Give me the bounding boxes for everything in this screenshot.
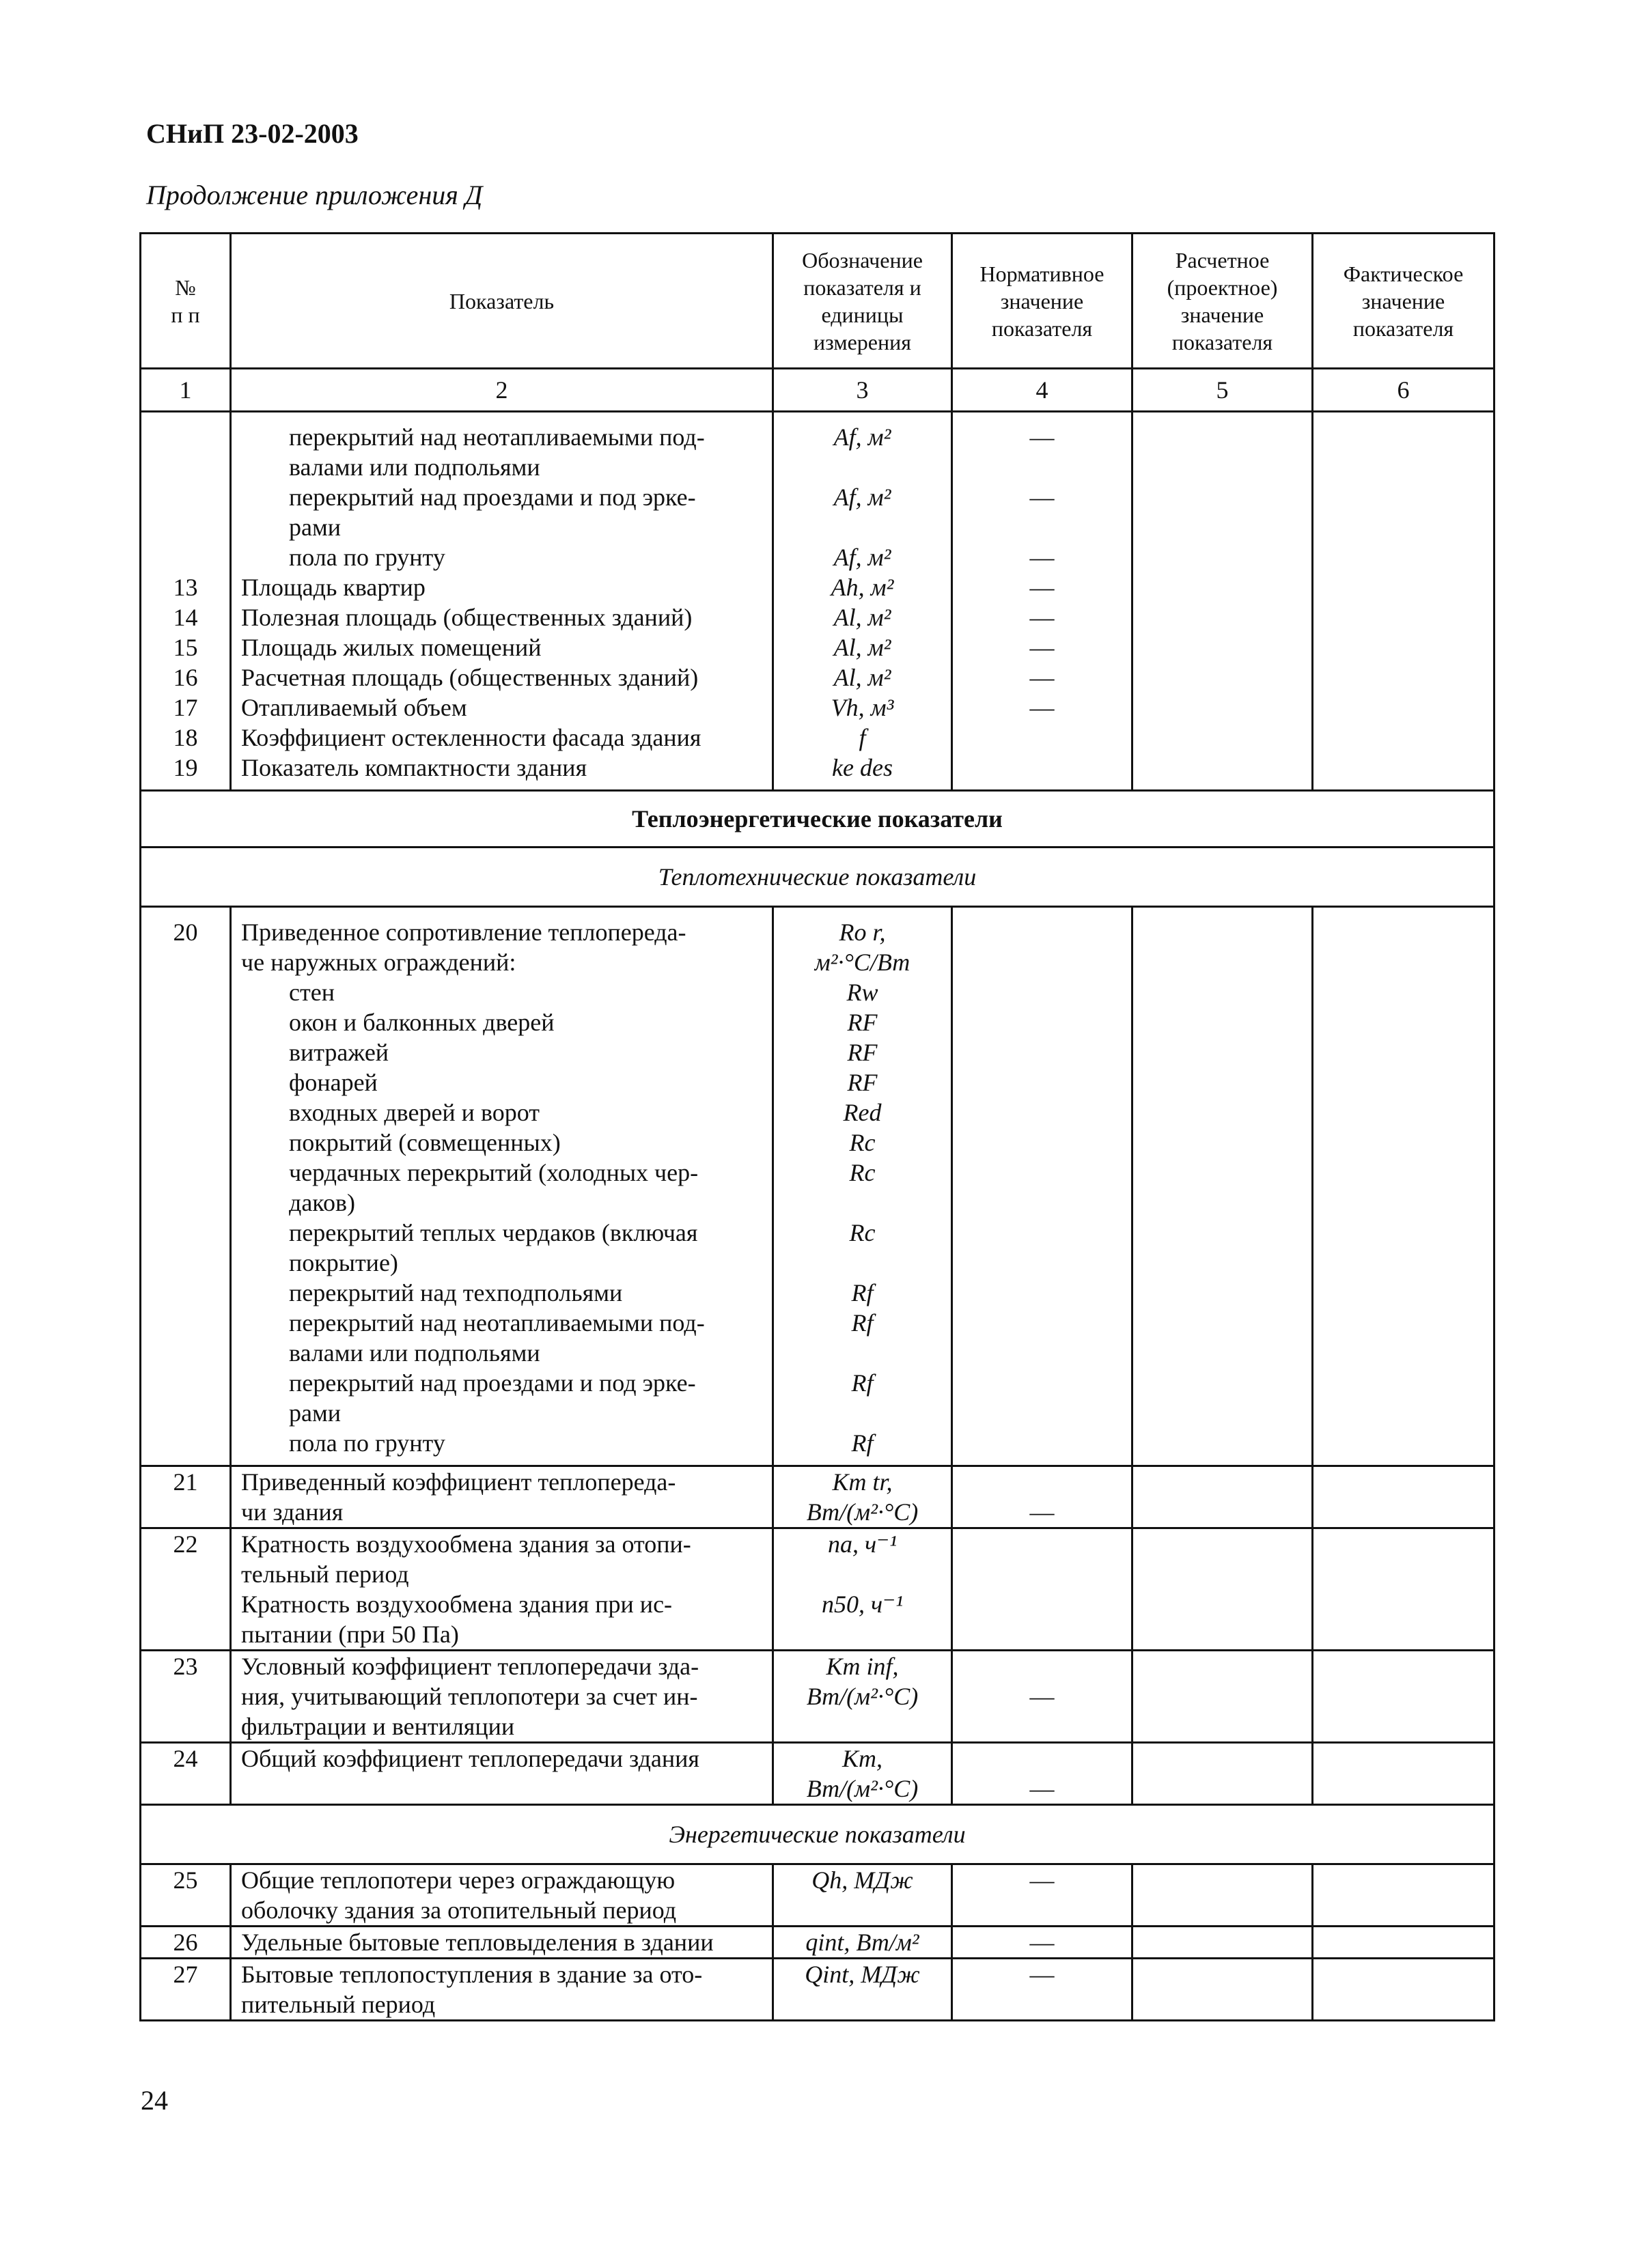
header-normative-value-label: [953, 260, 1131, 342]
normative-cell: [952, 412, 1132, 791]
cell-line: [953, 512, 1131, 542]
cell-line: Vh, м³: [831, 694, 894, 721]
normative-cell: [952, 1651, 1132, 1743]
cell-line: Af, м²: [833, 423, 891, 451]
cell-line: Общий коэффициент теплопередачи здания: [241, 1745, 699, 1772]
indicator-cell: [231, 907, 773, 1466]
table-row: [141, 907, 1494, 1466]
cell-line: Площадь квартир: [241, 574, 426, 601]
cell-line: [774, 1248, 951, 1278]
cell-line: показателя: [1352, 316, 1454, 341]
cell-line: Расчетное: [1175, 247, 1270, 272]
table-row-areas: [141, 412, 1494, 791]
cell-line: показателя: [1171, 329, 1273, 354]
row-number-cell: [141, 1528, 231, 1651]
cell-line: Km,: [842, 1745, 882, 1772]
cell-line: рами: [289, 514, 342, 541]
cell-line: м²·°С/Вт: [814, 949, 910, 976]
actual-cell: [1313, 907, 1494, 1466]
cell-line: Нормативное: [979, 261, 1104, 286]
cell-line: Km tr,: [832, 1468, 893, 1496]
cell-line: значение: [1180, 302, 1264, 327]
cell-line: Km inf,: [826, 1653, 899, 1680]
cell-line: пола по грунту: [289, 544, 445, 571]
cell-line: na, ч⁻¹: [828, 1530, 897, 1558]
cell-line: перекрытий теплых чердаков (включая: [289, 1219, 698, 1246]
cell-line: Кратность воздухообмена здания за отопи-: [241, 1530, 691, 1558]
cell-line: витражей: [289, 1039, 389, 1066]
cell-line: —: [1029, 694, 1055, 721]
row-number-cell: [141, 1959, 231, 2021]
cell-line: RF: [847, 1009, 878, 1036]
table-row: [141, 1528, 1494, 1651]
cell-line: Al, м²: [833, 604, 891, 631]
cell-line: измерения: [814, 329, 911, 354]
table-row: [141, 1864, 1494, 1927]
cell-line: [953, 1467, 1131, 1497]
indicator-cell: [231, 1528, 773, 1651]
header-actual-value-label: [1313, 260, 1493, 342]
symbol-cell: [773, 1466, 952, 1528]
cell-line: Rf: [851, 1309, 874, 1336]
cell-line: Rc: [849, 1219, 876, 1246]
header-number: [141, 234, 231, 369]
row-number: 23: [173, 1653, 198, 1680]
column-number: 5: [1132, 369, 1313, 412]
cell-line: окон и балконных дверей: [289, 1009, 555, 1036]
cell-line: покрытий (совмещенных): [289, 1129, 561, 1156]
cell-line: показателя: [991, 316, 1093, 341]
table-row: [141, 1959, 1494, 2021]
header-indicator-label: [232, 288, 772, 315]
symbol-cell: [773, 1743, 952, 1805]
cell-line: —: [1029, 604, 1055, 631]
cell-line: Вт/(м²·°С): [806, 1775, 919, 1802]
cell-line: Rf: [851, 1279, 874, 1306]
cell-line: 18: [173, 724, 198, 751]
cell-line: Общие теплопотери через ограждающую: [241, 1866, 676, 1894]
design-cell: [1132, 1651, 1313, 1743]
row-number: 22: [173, 1530, 198, 1558]
column-number: 2: [231, 369, 773, 412]
indicator-cell: [231, 1466, 773, 1528]
cell-line: перекрытий над техподпольями: [289, 1279, 623, 1306]
normative-cell: [952, 907, 1132, 1466]
normative-cell: [952, 1466, 1132, 1528]
cell-line: Rc: [849, 1159, 876, 1186]
indicator-cell: [231, 1651, 773, 1743]
cell-line: Qint, МДж: [805, 1961, 920, 1988]
header-normative-value: [952, 234, 1132, 369]
cell-line: Полезная площадь (общественных зданий): [241, 604, 693, 631]
row-number: 27: [173, 1961, 198, 1988]
cell-line: Условный коэффициент теплопередачи зда-: [241, 1653, 699, 1680]
cell-line: Ro r,: [839, 919, 886, 946]
cell-line: перекрытий над проездами и под эрке-: [289, 484, 696, 511]
cell-line: —: [1029, 1498, 1055, 1526]
cell-line: фонарей: [289, 1069, 378, 1096]
cell-line: Af, м²: [833, 544, 891, 571]
cell-line: [953, 1711, 1131, 1741]
row-number: 21: [173, 1468, 198, 1496]
cell-line: Вт/(м²·°С): [806, 1498, 919, 1526]
row-number-cell: [141, 907, 231, 1466]
cell-line: Приведенный коэффициент теплопереда-: [241, 1468, 676, 1496]
cell-line: входных дверей и ворот: [289, 1099, 540, 1126]
indicator-cell: [231, 1864, 773, 1927]
header-symbol-units-label: [774, 247, 951, 356]
actual-cell: [1313, 1864, 1494, 1927]
cell-line: [774, 1398, 951, 1428]
cell-line: Площадь жилых помещений: [241, 634, 542, 661]
cell-line: пительный период: [241, 1991, 436, 2018]
row-number-cell: [141, 1651, 231, 1743]
document-code: СНиП 23-02-2003: [146, 118, 359, 149]
cell-line: n50, ч⁻¹: [822, 1591, 903, 1618]
subsection-title-thermal-technical: Теплотехнические показатели: [141, 848, 1494, 907]
row-number-cell: [141, 1864, 231, 1927]
row-number: 20: [173, 919, 198, 946]
cell-line: перекрытий над проездами и под эрке-: [289, 1369, 696, 1397]
actual-cell: [1313, 1743, 1494, 1805]
cell-line: —: [1029, 1961, 1055, 1988]
cell-line: чи здания: [241, 1498, 344, 1526]
cell-line: пытании (при 50 Па): [241, 1621, 459, 1648]
design-cell: [1132, 1927, 1313, 1959]
cell-line: единицы: [821, 302, 904, 327]
cell-line: значение: [1000, 288, 1084, 313]
header-actual-value: [1313, 234, 1494, 369]
cell-line: рами: [289, 1399, 342, 1427]
row-number-cell: [141, 1466, 231, 1528]
normative-cell: [952, 1743, 1132, 1805]
symbol-cell: [773, 907, 952, 1466]
cell-line: Удельные бытовые тепловыделения в здании: [241, 1929, 714, 1956]
cell-line: фильтрации и вентиляции: [241, 1713, 515, 1740]
cell-line: Кратность воздухообмена здания при ис-: [241, 1591, 673, 1618]
cell-line: [953, 1744, 1131, 1774]
cell-line: валами или подпольями: [289, 453, 540, 481]
normative-cell: [952, 1864, 1132, 1927]
cell-line: —: [1029, 664, 1055, 691]
actual-cell: [1313, 412, 1494, 791]
cell-line: перекрытий над неотапливаемыми под-: [289, 1309, 705, 1336]
normative-cell: [952, 1959, 1132, 2021]
header-indicator: [231, 234, 773, 369]
cell-line: Rf: [851, 1429, 874, 1457]
actual-cell: [1313, 1959, 1494, 2021]
cell-line: RF: [847, 1039, 878, 1066]
cell-line: [953, 1651, 1131, 1681]
cell-line: Обозначение: [802, 247, 923, 272]
normative-cell: [952, 1927, 1132, 1959]
normative-cell: [952, 1528, 1132, 1651]
appendix-continuation-caption: Продолжение приложения Д: [146, 180, 483, 210]
cell-line: 16: [173, 664, 198, 691]
header-design-value: [1132, 234, 1313, 369]
cell-line: [774, 1559, 951, 1589]
cell-line: [141, 422, 230, 452]
cell-line: Вт/(м²·°С): [806, 1683, 919, 1710]
cell-line: показателя и: [803, 275, 921, 300]
design-cell: [1132, 1743, 1313, 1805]
energy-passport-table: [139, 232, 1495, 2021]
column-number-row: [141, 369, 1494, 412]
cell-line: чердачных перекрытий (холодных чер-: [289, 1159, 699, 1186]
cell-line: [141, 452, 230, 482]
cell-line: [774, 1989, 951, 2019]
header-design-value-label: [1133, 247, 1311, 356]
actual-cell: [1313, 1651, 1494, 1743]
cell-line: —: [1029, 1775, 1055, 1802]
cell-line: qint, Вт/м²: [805, 1929, 919, 1956]
cell-line: Red: [843, 1099, 882, 1126]
page-number: 24: [141, 2085, 168, 2116]
cell-line: Приведенное сопротивление теплопереда-: [241, 919, 686, 946]
subsection-title-energy: Энергетические показатели: [141, 1805, 1494, 1864]
cell-line: [774, 1188, 951, 1218]
cell-line: даков): [289, 1189, 355, 1216]
table-header-row: [141, 234, 1494, 369]
cell-line: Ah, м²: [831, 574, 894, 601]
cell-line: Показатель: [449, 288, 555, 313]
cell-line: перекрытий над неотапливаемыми под-: [289, 423, 705, 451]
subsection-row: [141, 848, 1494, 907]
cell-line: Qh, МДж: [811, 1866, 913, 1894]
section-title-thermal-energy: Теплоэнергетические показатели: [141, 791, 1494, 848]
cell-line: тельный период: [241, 1560, 409, 1588]
cell-line: 15: [173, 634, 198, 661]
cell-line: [774, 512, 951, 542]
cell-line: [141, 542, 230, 572]
cell-line: [953, 723, 1131, 753]
cell-line: ke des: [832, 754, 893, 781]
header-number-label: [141, 274, 230, 328]
cell-line: п п: [171, 302, 200, 327]
symbol-cell: [773, 1528, 952, 1651]
cell-line: Фактическое: [1343, 261, 1464, 286]
column-number: 3: [773, 369, 952, 412]
symbol-cell: [773, 1864, 952, 1927]
row-number: 26: [173, 1929, 198, 1956]
row-number: 24: [173, 1745, 198, 1772]
symbol-cell: [773, 1651, 952, 1743]
indicator-cell: [231, 1743, 773, 1805]
cell-line: 14: [173, 604, 198, 631]
subsection-row: [141, 1805, 1494, 1864]
design-cell: [1132, 1466, 1313, 1528]
cell-line: [953, 1895, 1131, 1925]
cell-line: Rc: [849, 1129, 876, 1156]
row-number-cell: [141, 1743, 231, 1805]
header-symbol-units: [773, 234, 952, 369]
cell-line: Расчетная площадь (общественных зданий): [241, 664, 699, 691]
cell-line: Al, м²: [833, 634, 891, 661]
cell-line: че наружных ограждений:: [241, 949, 516, 976]
row-number-cell: [141, 1927, 231, 1959]
column-number: 1: [141, 369, 231, 412]
cell-line: Показатель компактности здания: [241, 754, 587, 781]
table-row: [141, 1651, 1494, 1743]
actual-cell: [1313, 1528, 1494, 1651]
cell-line: Rw: [846, 979, 878, 1006]
design-cell: [1132, 907, 1313, 1466]
cell-line: —: [1029, 1683, 1055, 1710]
cell-line: Отапливаемый объем: [241, 694, 467, 721]
cell-line: —: [1029, 1866, 1055, 1894]
cell-line: Коэффициент остекленности фасада здания: [241, 724, 701, 751]
cell-line: —: [1029, 423, 1055, 451]
actual-cell: [1313, 1927, 1494, 1959]
cell-line: —: [1029, 544, 1055, 571]
column-number: 6: [1313, 369, 1494, 412]
cell-line: [774, 1711, 951, 1741]
cell-line: Al, м²: [833, 664, 891, 691]
row-number: 25: [173, 1866, 198, 1894]
cell-line: f: [859, 724, 866, 751]
cell-line: [774, 452, 951, 482]
cell-line: пола по грунту: [289, 1429, 445, 1457]
cell-line: —: [1029, 1929, 1055, 1956]
symbol-cell: [773, 1959, 952, 2021]
cell-line: —: [1029, 484, 1055, 511]
design-cell: [1132, 1864, 1313, 1927]
cell-line: [953, 452, 1131, 482]
actual-cell: [1313, 1466, 1494, 1528]
cell-line: —: [1029, 574, 1055, 601]
design-cell: [1132, 1959, 1313, 2021]
cell-line: [232, 1774, 772, 1804]
section-row: [141, 791, 1494, 848]
cell-line: [141, 482, 230, 512]
indicator-cell: [231, 1927, 773, 1959]
design-cell: [1132, 1528, 1313, 1651]
row-number-cell: [141, 412, 231, 791]
cell-line: 13: [173, 574, 198, 601]
cell-line: [141, 512, 230, 542]
cell-line: (проектное): [1167, 275, 1278, 300]
table-row: [141, 1466, 1494, 1528]
design-cell: [1132, 412, 1313, 791]
column-number: 4: [952, 369, 1132, 412]
cell-line: —: [1029, 634, 1055, 661]
cell-line: [774, 1895, 951, 1925]
cell-line: Rf: [851, 1369, 874, 1397]
cell-line: 19: [173, 754, 198, 781]
symbol-cell: [773, 1927, 952, 1959]
cell-line: [774, 1338, 951, 1368]
table-row: [141, 1743, 1494, 1805]
cell-line: Af, м²: [833, 484, 891, 511]
indicator-cell: [231, 1959, 773, 2021]
cell-line: ния, учитывающий теплопотери за счет ин-: [241, 1683, 698, 1710]
indicator-cell: [231, 412, 773, 791]
cell-line: №: [175, 275, 196, 300]
cell-line: значение: [1361, 288, 1445, 313]
cell-line: стен: [289, 979, 335, 1006]
cell-line: RF: [847, 1069, 878, 1096]
cell-line: покрытие): [289, 1249, 398, 1276]
cell-line: [953, 753, 1131, 783]
cell-line: Бытовые теплопоступления в здание за ото-: [241, 1961, 703, 1988]
symbol-cell: [773, 412, 952, 791]
cell-line: валами или подпольями: [289, 1339, 540, 1367]
table-row: [141, 1927, 1494, 1959]
cell-line: [953, 1989, 1131, 2019]
cell-line: 17: [173, 694, 198, 721]
cell-line: [774, 1619, 951, 1649]
cell-line: оболочку здания за отопительный период: [241, 1896, 677, 1924]
